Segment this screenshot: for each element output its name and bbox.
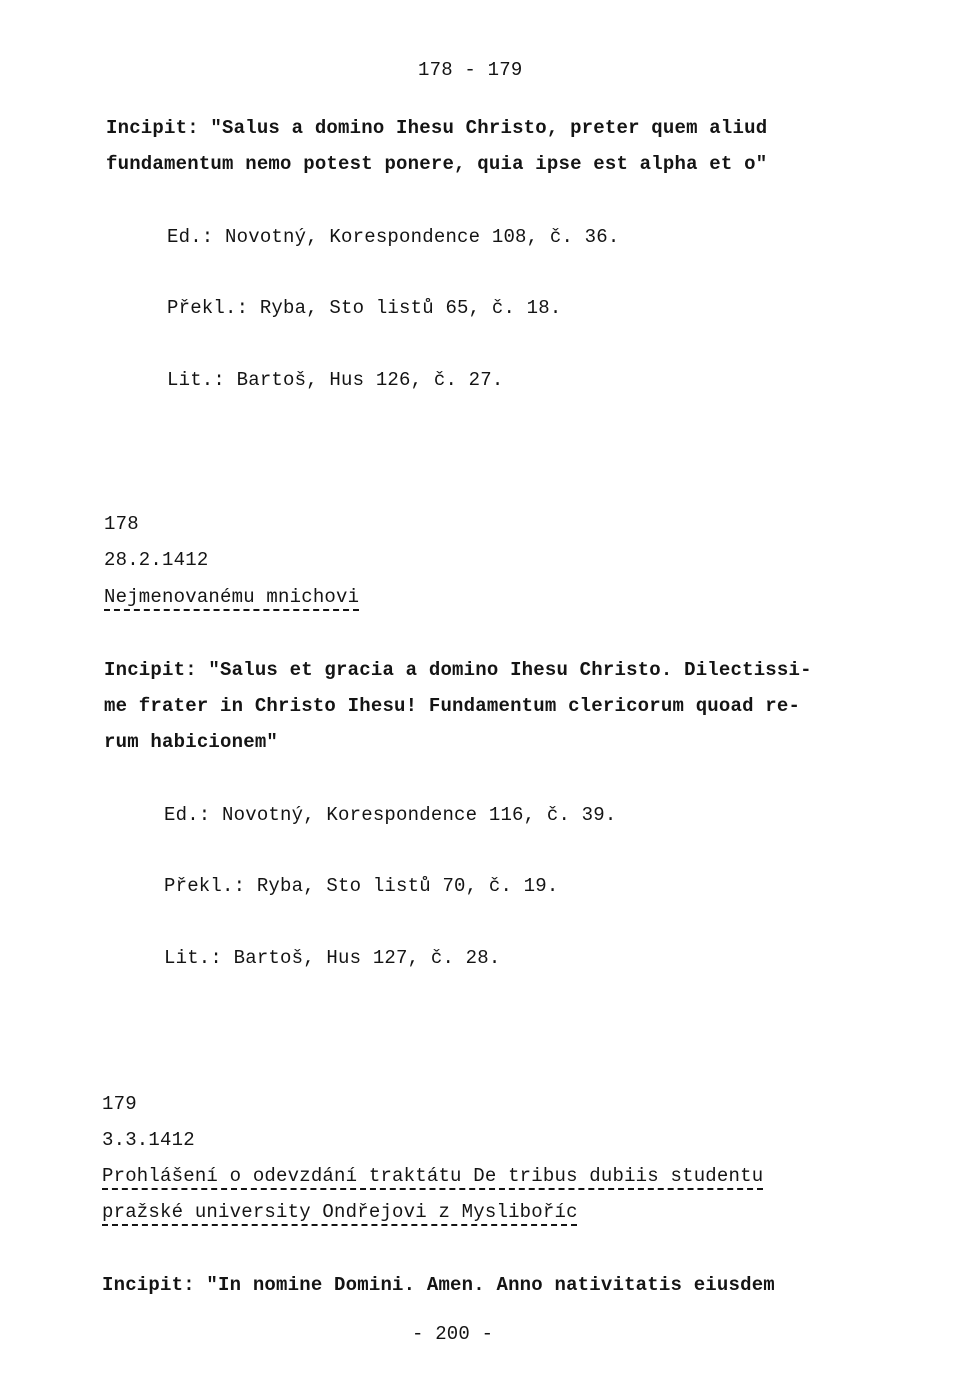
prev-edition: Ed.: Novotný, Korespondence 108, č. 36. xyxy=(167,226,620,248)
entry-179-incipit-line-1: Incipit: "In nomine Domini. Amen. Anno nativitatis eiusdem xyxy=(102,1274,775,1296)
entry-178-incipit-line-1: Incipit: "Salus et gracia a domino Ihesu Christo. Dilectissi- xyxy=(104,659,812,681)
entry-179-number: 179 xyxy=(102,1093,137,1115)
entry-178-incipit-line-3: rum habicionem" xyxy=(104,731,279,753)
prev-translation: Překl.: Ryba, Sto listů 65, č. 18. xyxy=(167,297,562,319)
entry-179-title-line-1: Prohlášení o odevzdání traktátu De tribus dubiis studentu xyxy=(102,1165,764,1187)
page-range-header: 178 - 179 xyxy=(418,59,523,81)
prev-incipit-line-2: fundamentum nemo potest ponere, quia ipse est alpha et o" xyxy=(106,153,768,175)
prev-incipit-line-1: Incipit: "Salus a domino Ihesu Christo, preter quem aliud xyxy=(106,117,768,139)
entry-178-edition: Ed.: Novotný, Korespondence 116, č. 39. xyxy=(164,804,617,826)
entry-179-date: 3.3.1412 xyxy=(102,1129,195,1151)
entry-178-title: Nejmenovanému mnichovi xyxy=(104,586,360,608)
entry-178-incipit-line-2: me frater in Christo Ihesu! Fundamentum clericorum quoad re- xyxy=(104,695,801,717)
entry-178-translation: Překl.: Ryba, Sto listů 70, č. 19. xyxy=(164,875,559,897)
entry-178-literature: Lit.: Bartoš, Hus 127, č. 28. xyxy=(164,947,501,969)
prev-literature: Lit.: Bartoš, Hus 126, č. 27. xyxy=(167,369,504,391)
entry-179-title-line-2: pražské university Ondřejovi z Mysliboříc xyxy=(102,1201,578,1223)
entry-178-number: 178 xyxy=(104,513,139,535)
page-number-footer: - 200 - xyxy=(412,1323,494,1345)
entry-178-date: 28.2.1412 xyxy=(104,549,209,571)
